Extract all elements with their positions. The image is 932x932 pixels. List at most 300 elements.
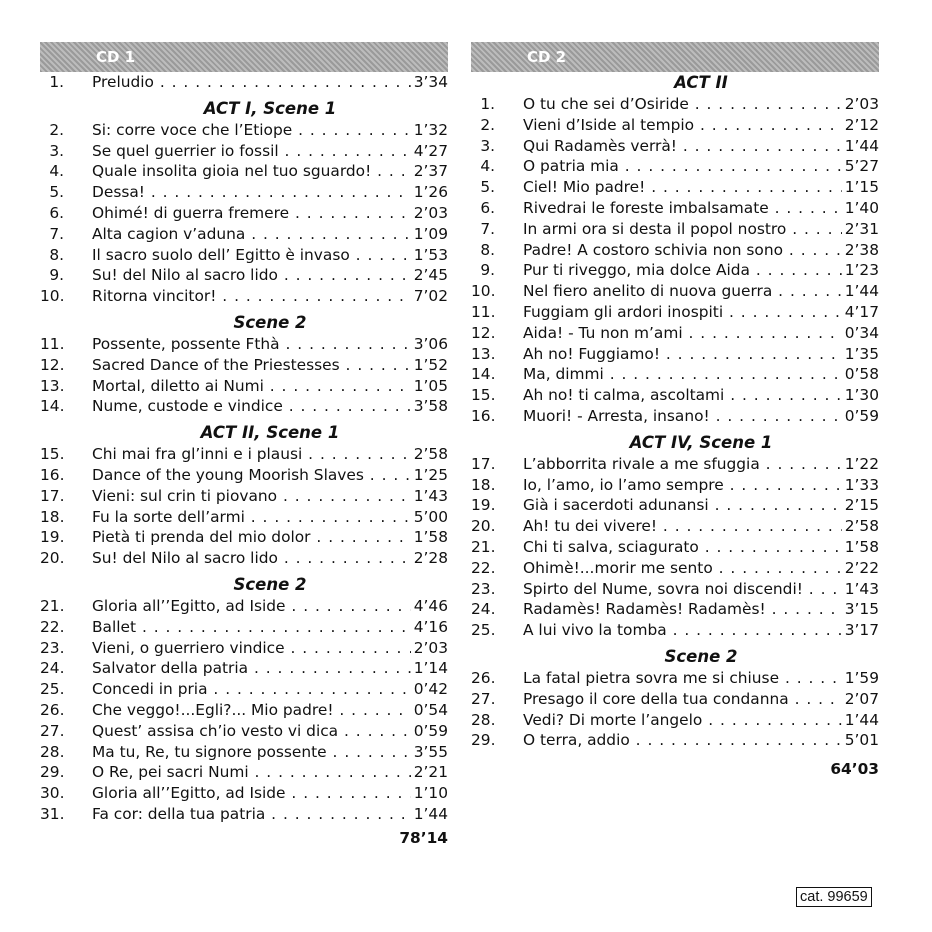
track-number: 19. — [471, 496, 496, 515]
track-title-text: Concedi in pria — [92, 680, 208, 699]
track-row — [40, 721, 448, 742]
track-title — [92, 527, 448, 548]
track-duration: 4’46 — [411, 596, 448, 617]
track-title — [523, 668, 879, 689]
track-title — [92, 762, 448, 783]
track-number: 17. — [471, 454, 496, 473]
track-title-text: Su! del Nilo al sacro lido — [92, 266, 278, 285]
track-title — [92, 617, 448, 638]
track-title — [92, 444, 448, 465]
track-title-text: Fu la sorte dell’armi — [92, 507, 245, 526]
section-heading: ACT II, Scene 1 — [200, 423, 340, 443]
track-title-text: Presago il core della tua condanna — [523, 689, 789, 708]
track-title — [523, 94, 879, 115]
track-row — [40, 762, 448, 783]
track-duration: 0’59 — [411, 721, 448, 742]
track-title — [523, 495, 879, 516]
track-number: 14. — [471, 365, 496, 384]
cd1-total-value: 78’14 — [396, 825, 448, 851]
track-number: 27. — [40, 721, 65, 740]
track-title-text: Muori! - Arresta, insano! — [523, 406, 710, 425]
track-row — [471, 344, 879, 365]
track-row — [471, 94, 879, 115]
track-number: 8. — [49, 245, 64, 264]
track-title — [523, 620, 879, 641]
track-number: 21. — [471, 537, 496, 556]
track-duration: 1’33 — [842, 475, 879, 496]
track-title — [92, 245, 448, 266]
section-heading: ACT I, Scene 1 — [203, 98, 337, 118]
track-duration: 1’26 — [411, 182, 448, 203]
track-duration: 4’16 — [411, 617, 448, 638]
track-title-text: Possente, possente Fthà — [92, 334, 280, 353]
track-duration: 0’58 — [842, 364, 879, 385]
track-number: 20. — [471, 517, 496, 536]
track-title-text: Che veggo!...Egli?... Mio padre! — [92, 700, 334, 719]
track-title — [92, 804, 448, 825]
track-duration: 1’32 — [411, 120, 448, 141]
track-title-text: O terra, addio — [523, 731, 630, 750]
track-number: 4. — [49, 162, 64, 181]
track-number: 18. — [40, 507, 65, 526]
track-row — [471, 115, 879, 136]
track-duration: 1’40 — [842, 198, 879, 219]
track-title — [523, 599, 879, 620]
track-row — [40, 203, 448, 224]
track-duration: 2’22 — [842, 558, 879, 579]
track-title — [92, 376, 448, 397]
track-duration: 5’01 — [842, 730, 879, 751]
track-duration: 2’07 — [842, 689, 879, 710]
track-row — [40, 376, 448, 397]
track-duration: 1’43 — [411, 486, 448, 507]
track-title-text: Ma tu, Re, tu signore possente — [92, 742, 327, 761]
track-title-text: Ah no! ti calma, ascoltami — [523, 386, 725, 405]
track-number: 4. — [480, 157, 495, 176]
track-number: 7. — [49, 224, 64, 243]
track-row — [471, 323, 879, 344]
track-title — [92, 465, 448, 486]
track-duration: 1’44 — [411, 804, 448, 825]
track-title — [523, 537, 879, 558]
track-row — [40, 527, 448, 548]
track-title — [92, 638, 448, 659]
track-number: 24. — [471, 600, 496, 619]
track-duration: 1’05 — [411, 376, 448, 397]
track-number: 5. — [480, 178, 495, 197]
track-title-text: Dessa! — [92, 183, 145, 202]
track-title-text: Radamès! Radamès! Radamès! — [523, 600, 766, 619]
track-title-text: Ohimé! di guerra fremere — [92, 203, 290, 222]
track-number: 20. — [40, 549, 65, 568]
track-number: 30. — [40, 784, 65, 803]
track-title-text: Aida! - Tu non m’ami — [523, 323, 683, 342]
track-row — [471, 668, 879, 689]
track-duration: 4’27 — [411, 141, 448, 162]
track-duration: 0’54 — [411, 700, 448, 721]
track-duration: 0’34 — [842, 323, 879, 344]
track-duration: 5’27 — [842, 156, 879, 177]
track-row — [471, 156, 879, 177]
track-title — [523, 385, 879, 406]
track-number: 1. — [480, 95, 495, 113]
track-title — [523, 558, 879, 579]
track-title — [523, 177, 879, 198]
track-duration: 1’44 — [842, 710, 879, 731]
track-title-text: Rivedrai le foreste imbalsamate — [523, 198, 769, 217]
cd1-header: CD 1 — [40, 42, 448, 72]
track-title-text: Io, l’amo, io l’amo sempre — [523, 475, 724, 494]
track-title-text: Gloria all’’Egitto, ad Iside — [92, 784, 286, 803]
track-duration: 2’37 — [411, 161, 448, 182]
track-title — [92, 700, 448, 721]
track-row — [471, 219, 879, 240]
track-title-text: Ohimè!...morir me sento — [523, 558, 713, 577]
track-row — [471, 198, 879, 219]
track-title — [523, 710, 879, 731]
track-title — [92, 783, 448, 804]
track-duration: 2’45 — [411, 265, 448, 286]
track-title-text: O patria mia — [523, 157, 619, 176]
track-title-text: Chi ti salva, sciagurato — [523, 537, 699, 556]
track-row — [471, 558, 879, 579]
track-row — [40, 265, 448, 286]
track-number: 23. — [40, 638, 65, 657]
track-number: 21. — [40, 596, 65, 615]
track-number: 29. — [471, 731, 496, 750]
track-row — [40, 507, 448, 528]
track-title — [92, 120, 448, 141]
cd1-column — [40, 42, 448, 851]
track-title-text: Fuggiam gli ardori inospiti — [523, 302, 724, 321]
track-title — [92, 286, 448, 307]
track-title-text: Quest’ assisa ch’io vesto vi dica — [92, 721, 339, 740]
track-duration: 2’21 — [411, 762, 448, 783]
track-duration: 2’03 — [411, 203, 448, 224]
track-title-text: Preludio — [92, 73, 154, 91]
track-row — [40, 161, 448, 182]
track-title-text: Vedi? Di morte l’angelo — [523, 710, 703, 729]
track-title-text: Gloria all’’Egitto, ad Iside — [92, 596, 286, 615]
track-duration: 2’38 — [842, 240, 879, 261]
track-row — [40, 72, 448, 93]
track-title — [523, 136, 879, 157]
cd1-total — [40, 825, 448, 851]
track-row — [471, 689, 879, 710]
track-number: 29. — [40, 763, 65, 782]
track-number: 2. — [49, 120, 64, 139]
track-title-text: Pur ti riveggo, mia dolce Aida — [523, 261, 750, 280]
track-title-text: Vieni: sul crin ti piovano — [92, 486, 278, 505]
track-title — [523, 579, 879, 600]
track-row — [40, 658, 448, 679]
track-title — [523, 115, 879, 136]
track-number: 19. — [40, 528, 65, 547]
track-number: 11. — [40, 334, 65, 353]
track-number: 12. — [471, 323, 496, 342]
track-duration: 2’31 — [842, 219, 879, 240]
track-title-text: Si: corre voce che l’Etiope — [92, 120, 293, 139]
track-row — [471, 406, 879, 427]
track-title-text: Già i sacerdoti adunansi — [523, 496, 709, 515]
track-row — [471, 599, 879, 620]
track-row — [40, 182, 448, 203]
track-title-text: Padre! A costoro schivia non sono — [523, 240, 784, 259]
track-number: 31. — [40, 804, 65, 823]
track-number: 8. — [480, 240, 495, 259]
track-row — [40, 444, 448, 465]
track-row — [40, 548, 448, 569]
track-row — [471, 710, 879, 731]
track-duration: 0’42 — [411, 679, 448, 700]
track-title — [92, 548, 448, 569]
track-title-text: Fa cor: della tua patria — [92, 804, 266, 823]
track-number: 16. — [40, 465, 65, 484]
section-heading: Scene 2 — [664, 646, 738, 666]
track-title-text: Ah no! Fuggiamo! — [523, 344, 660, 363]
track-duration: 1’22 — [842, 454, 879, 475]
track-title-text: In armi ora si desta il popol nostro — [523, 219, 787, 238]
track-number: 10. — [40, 287, 65, 306]
track-row — [471, 495, 879, 516]
track-title — [92, 203, 448, 224]
track-number: 3. — [480, 136, 495, 155]
track-title-text: Quale insolita gioia nel tuo sguardo! — [92, 162, 372, 181]
track-row — [40, 638, 448, 659]
track-row — [471, 620, 879, 641]
track-number: 15. — [471, 386, 496, 405]
track-duration: 2’28 — [411, 548, 448, 569]
track-number: 25. — [40, 680, 65, 699]
track-title — [92, 507, 448, 528]
track-title — [523, 240, 879, 261]
track-row — [40, 120, 448, 141]
track-number: 11. — [471, 302, 496, 321]
track-row — [471, 302, 879, 323]
track-row — [40, 334, 448, 355]
track-duration: 5’00 — [411, 507, 448, 528]
track-number: 18. — [471, 475, 496, 494]
track-row — [40, 224, 448, 245]
track-row — [40, 245, 448, 266]
cd1-tracklist — [40, 72, 448, 825]
track-duration: 1’52 — [411, 355, 448, 376]
track-duration: 1’10 — [411, 783, 448, 804]
track-title-text: Ah! tu dei vivere! — [523, 517, 658, 536]
track-title-text: La fatal pietra sovra me si chiuse — [523, 668, 780, 687]
track-row — [471, 516, 879, 537]
track-number: 7. — [480, 219, 495, 238]
track-title-text: Il sacro suolo dell’ Egitto è invaso — [92, 245, 350, 264]
track-title — [92, 72, 448, 93]
track-row — [471, 454, 879, 475]
track-title-text: Ciel! Mio padre! — [523, 178, 646, 197]
track-duration: 3’15 — [842, 599, 879, 620]
track-row — [40, 679, 448, 700]
track-number: 26. — [471, 668, 496, 687]
track-row — [471, 240, 879, 261]
track-title-text: Vieni d’Iside al tempio — [523, 115, 695, 134]
track-title-text: Sacred Dance of the Priestesses — [92, 355, 340, 374]
track-number: 6. — [480, 198, 495, 217]
track-row — [40, 804, 448, 825]
track-row — [40, 596, 448, 617]
track-title — [92, 334, 448, 355]
track-duration: 2’03 — [411, 638, 448, 659]
track-title-text: Alta cagion v’aduna — [92, 224, 246, 243]
track-number: 28. — [471, 710, 496, 729]
track-title-text: Ballet — [92, 617, 137, 636]
track-duration: 1’30 — [842, 385, 879, 406]
catalog-number: cat. 99659 — [796, 887, 872, 907]
track-title — [523, 198, 879, 219]
section-heading: ACT IV, Scene 1 — [629, 432, 773, 452]
track-duration: 1’09 — [411, 224, 448, 245]
track-title-text: Ritorna vincitor! — [92, 287, 217, 306]
track-duration: 1’58 — [411, 527, 448, 548]
track-title — [92, 742, 448, 763]
track-title — [92, 658, 448, 679]
track-row — [471, 364, 879, 385]
track-duration: 3’34 — [411, 72, 448, 93]
track-number: 14. — [40, 397, 65, 416]
track-number: 2. — [480, 115, 495, 134]
track-title — [92, 182, 448, 203]
track-title-text: Spirto del Nume, sovra noi discendi! — [523, 579, 803, 598]
track-title — [523, 730, 879, 751]
track-duration: 2’15 — [842, 495, 879, 516]
track-duration: 7’02 — [411, 286, 448, 307]
track-number: 25. — [471, 621, 496, 640]
track-number: 1. — [49, 73, 64, 91]
track-duration: 2’58 — [842, 516, 879, 537]
track-title — [523, 281, 879, 302]
track-row — [471, 260, 879, 281]
track-row — [40, 355, 448, 376]
track-row — [40, 465, 448, 486]
track-title-text: Vieni, o guerriero vindice — [92, 638, 285, 657]
track-duration: 3’55 — [411, 742, 448, 763]
track-duration: 1’59 — [842, 668, 879, 689]
section-heading: Scene 2 — [233, 574, 307, 594]
track-title — [92, 141, 448, 162]
track-duration: 0’59 — [842, 406, 879, 427]
track-title-text: Se quel guerrier io fossil — [92, 141, 279, 160]
track-title — [523, 156, 879, 177]
track-duration: 2’03 — [842, 94, 879, 115]
track-row — [40, 486, 448, 507]
track-duration: 1’44 — [842, 281, 879, 302]
track-title — [523, 344, 879, 365]
track-title — [523, 406, 879, 427]
track-title-text: O tu che sei d’Osiride — [523, 95, 689, 113]
track-duration: 1’53 — [411, 245, 448, 266]
track-row — [40, 617, 448, 638]
track-title — [92, 355, 448, 376]
track-number: 3. — [49, 141, 64, 160]
section-heading: ACT II — [674, 73, 728, 92]
track-duration: 3’17 — [842, 620, 879, 641]
cd2-column — [471, 42, 879, 782]
track-number: 22. — [471, 558, 496, 577]
track-row — [40, 742, 448, 763]
track-title-text: Su! del Nilo al sacro lido — [92, 549, 278, 568]
track-title — [523, 689, 879, 710]
track-duration: 1’44 — [842, 136, 879, 157]
track-title — [92, 224, 448, 245]
track-duration: 1’14 — [411, 658, 448, 679]
track-number: 15. — [40, 445, 65, 464]
track-row — [471, 281, 879, 302]
track-number: 24. — [40, 659, 65, 678]
track-row — [471, 385, 879, 406]
track-title-text: Dance of the young Moorish Slaves — [92, 465, 364, 484]
track-row — [471, 475, 879, 496]
section-heading: Scene 2 — [233, 312, 307, 332]
track-row — [471, 177, 879, 198]
track-duration: 1’43 — [842, 579, 879, 600]
track-number: 17. — [40, 486, 65, 505]
track-row — [40, 783, 448, 804]
track-title — [92, 596, 448, 617]
track-title — [92, 721, 448, 742]
track-number: 9. — [480, 261, 495, 280]
track-row — [40, 700, 448, 721]
track-number: 13. — [471, 344, 496, 363]
track-title-text: Qui Radamès verrà! — [523, 136, 677, 155]
track-title — [523, 219, 879, 240]
track-number: 22. — [40, 617, 65, 636]
track-title — [523, 516, 879, 537]
track-title-text: L’abborrita rivale a me sfuggia — [523, 454, 760, 473]
track-title-text: A lui vivo la tomba — [523, 621, 667, 640]
track-duration: 1’15 — [842, 177, 879, 198]
track-number: 6. — [49, 203, 64, 222]
track-duration: 1’23 — [842, 260, 879, 281]
track-title — [523, 454, 879, 475]
track-number: 28. — [40, 742, 65, 761]
track-title-text: Ma, dimmi — [523, 365, 604, 384]
track-title-text: Nume, custode e vindice — [92, 397, 283, 416]
track-title — [523, 260, 879, 281]
track-title — [523, 475, 879, 496]
track-row — [471, 537, 879, 558]
track-row — [471, 136, 879, 157]
track-duration: 1’25 — [411, 465, 448, 486]
track-number: 23. — [471, 579, 496, 598]
track-title — [92, 161, 448, 182]
track-number: 10. — [471, 282, 496, 301]
track-title-text: Chi mai fra gl’inni e i plausi — [92, 445, 303, 464]
track-title — [92, 679, 448, 700]
track-row — [40, 286, 448, 307]
track-number: 5. — [49, 183, 64, 202]
track-title-text: Mortal, diletto ai Numi — [92, 376, 264, 395]
track-title-text: Pietà ti prenda del mio dolor — [92, 528, 311, 547]
track-title — [523, 302, 879, 323]
track-number: 26. — [40, 700, 65, 719]
track-title-text: O Re, pei sacri Numi — [92, 763, 249, 782]
track-title — [92, 265, 448, 286]
track-duration: 3’58 — [411, 396, 448, 417]
track-title-text: Salvator della patria — [92, 659, 249, 678]
cd2-total — [471, 756, 879, 782]
track-number: 16. — [471, 406, 496, 425]
track-duration: 1’58 — [842, 537, 879, 558]
track-row — [40, 141, 448, 162]
track-title-text: Nel fiero anelito di nuova guerra — [523, 282, 773, 301]
track-title — [92, 486, 448, 507]
